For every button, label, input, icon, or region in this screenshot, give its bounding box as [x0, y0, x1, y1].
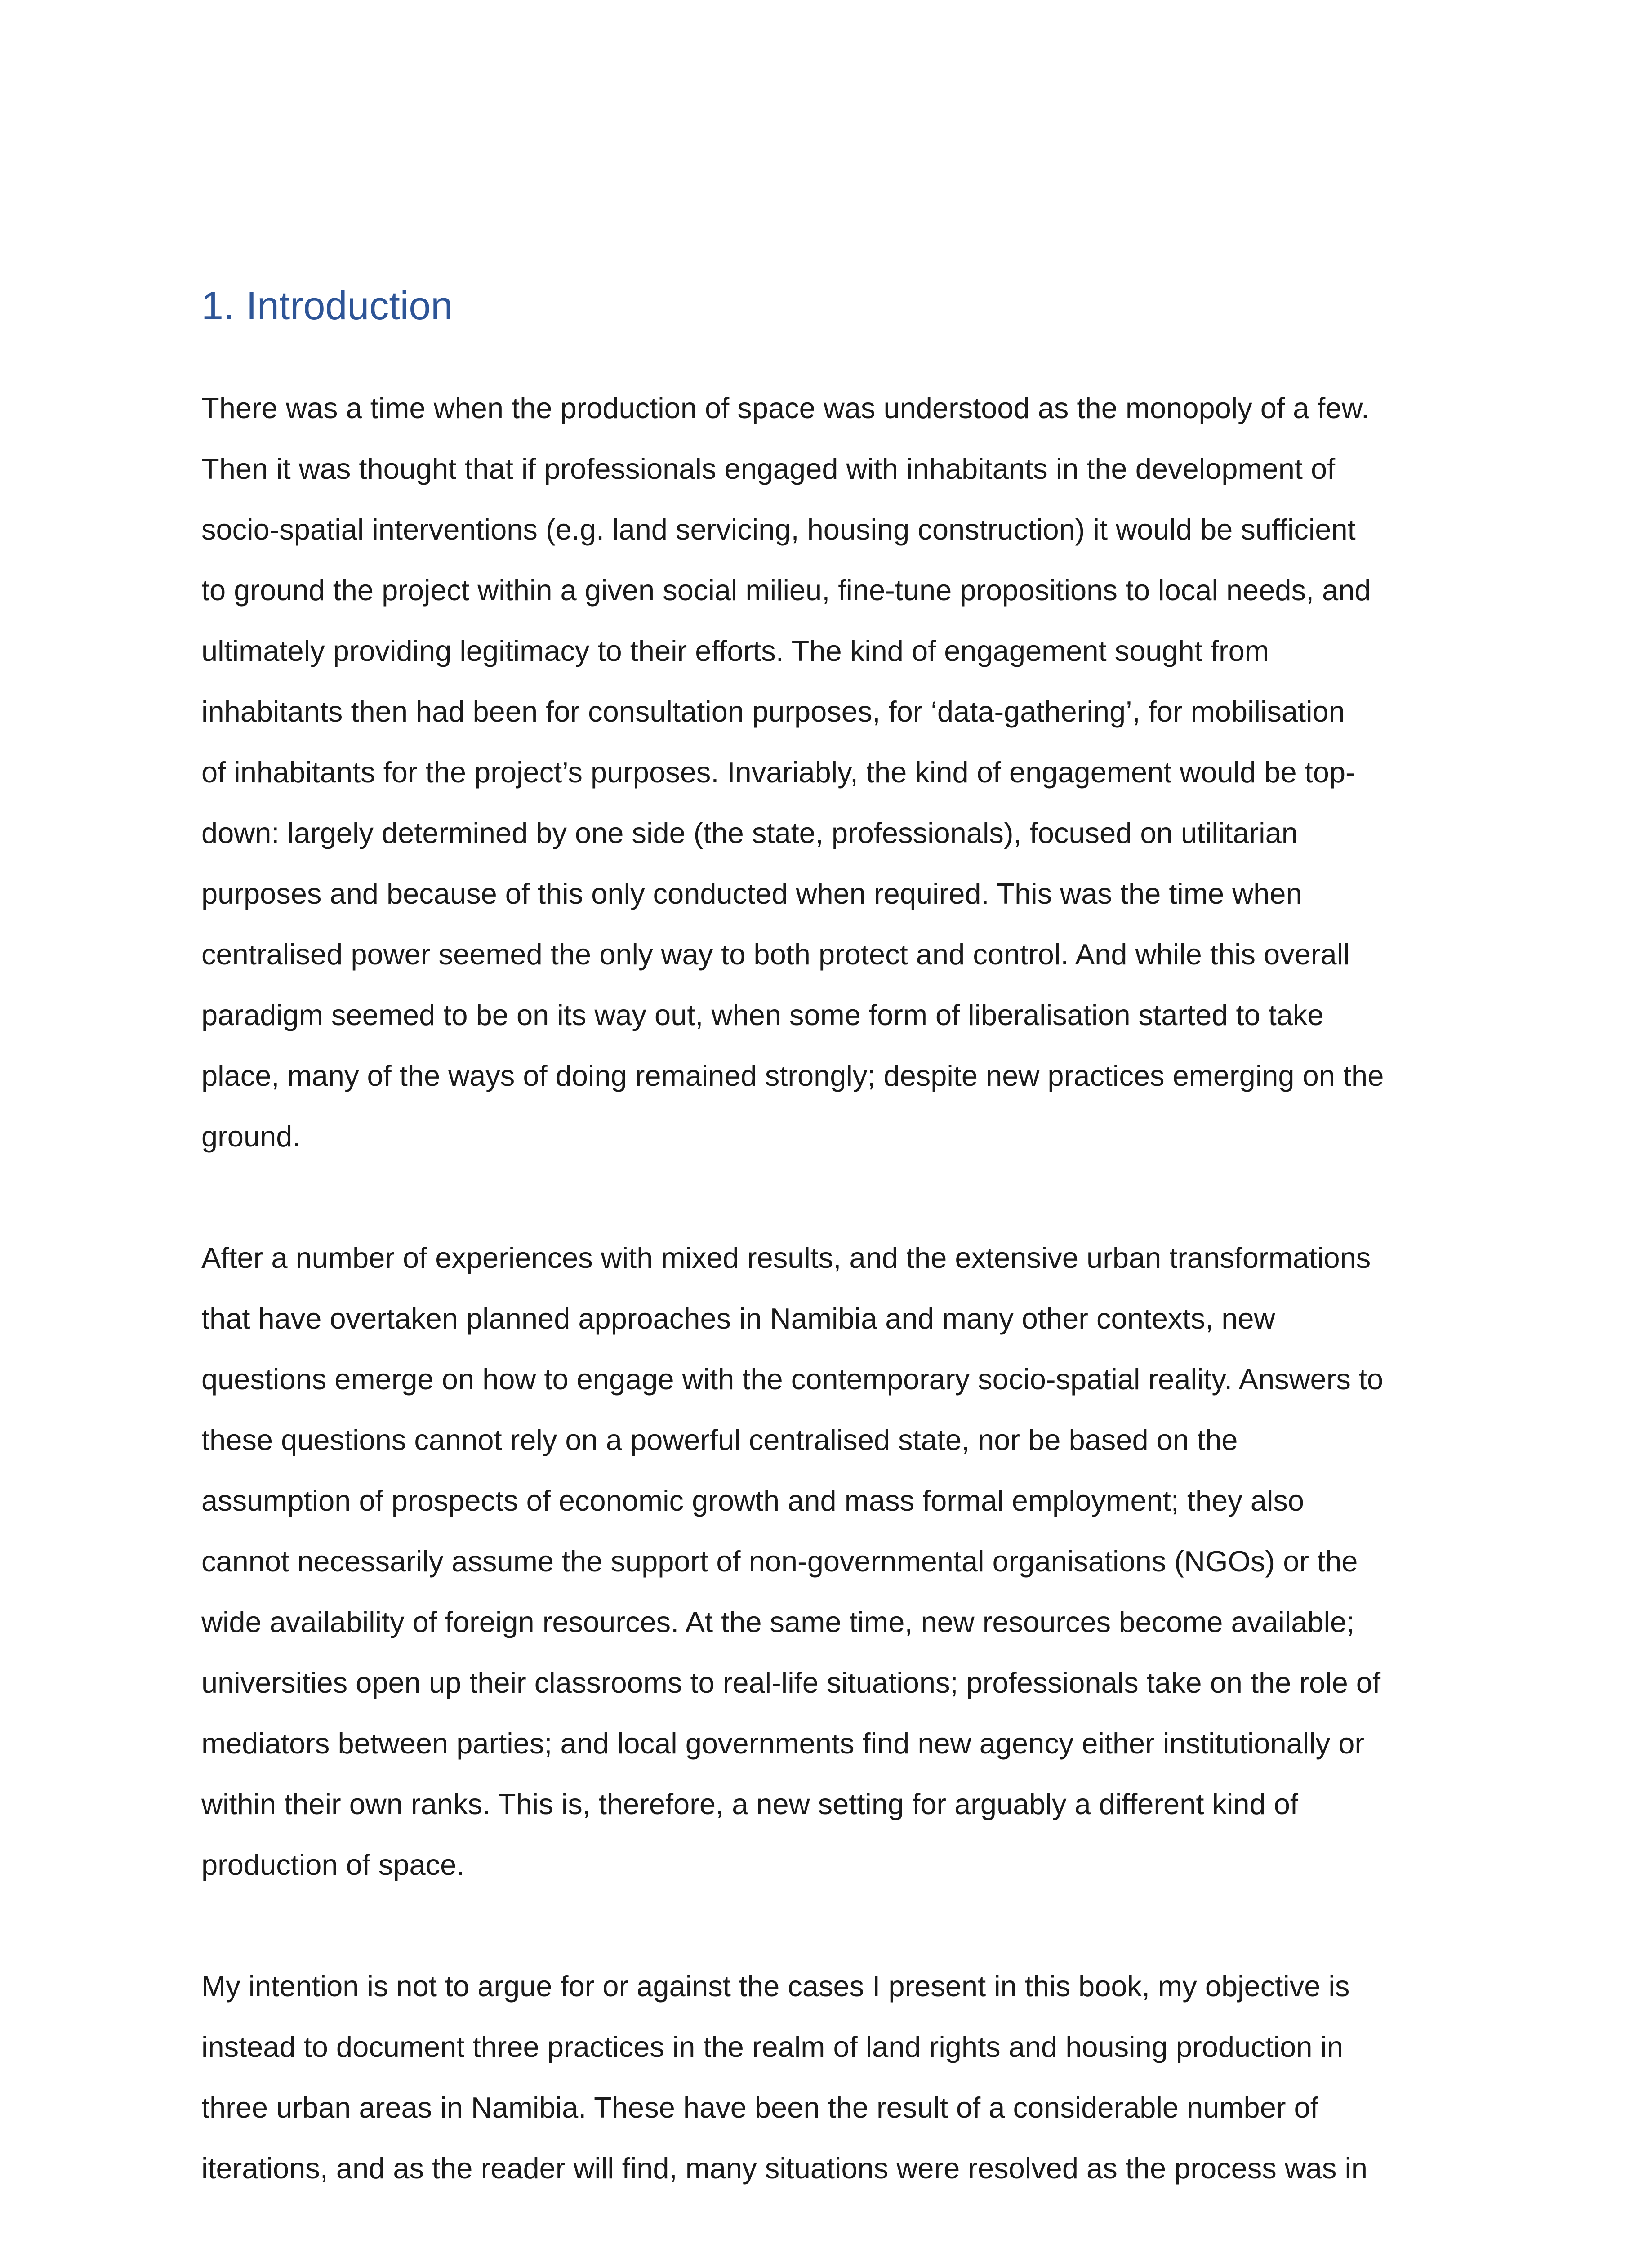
paragraph-3 — [201, 1956, 1460, 2199]
text-line: that have overtaken planned approaches in Namibia and many other contexts, new — [201, 1302, 1275, 1335]
text-line: ground. — [201, 1120, 301, 1153]
text-line: questions emerge on how to engage with the contemporary socio-spatial reality. Answers to — [201, 1363, 1384, 1396]
text-line: cannot necessarily assume the support of non-governmental organisations (NGOs) or the — [201, 1545, 1358, 1578]
text-line: assumption of prospects of economic growth and mass formal employment; they also — [201, 1484, 1305, 1517]
text-line: these questions cannot rely on a powerful centralised state, nor be based on the — [201, 1423, 1238, 1456]
text-line: three urban areas in Namibia. These have been the result of a considerable number of — [201, 2091, 1318, 2124]
text-line: of inhabitants for the project’s purposes. Invariably, the kind of engagement would be top- — [201, 756, 1355, 789]
text-line: within their own ranks. This is, therefore, a new setting for arguably a different kind of — [201, 1788, 1298, 1820]
text-line: My intention is not to argue for or against the cases I present in this book, my objective is — [201, 1970, 1350, 2003]
text-line: inhabitants then had been for consultation purposes, for ‘data-gathering’, for mobilisation — [201, 695, 1345, 728]
text-line: There was a time when the production of space was understood as the monopoly of a few. — [201, 392, 1369, 424]
text-line: to ground the project within a given social milieu, fine-tune propositions to local needs, and — [201, 574, 1371, 607]
section-heading — [201, 279, 453, 333]
text-line: wide availability of foreign resources. At the same time, new resources become available; — [201, 1606, 1355, 1638]
text-line: instead to document three practices in the realm of land rights and housing production in — [201, 2030, 1344, 2063]
text-line: iterations, and as the reader will find, many situations were resolved as the process was in — [201, 2152, 1368, 2185]
paragraph-1 — [201, 378, 1460, 1167]
body-text — [201, 378, 1460, 2248]
section-number: 1. — [201, 283, 235, 328]
text-line: centralised power seemed the only way to both protect and control. And while this overall — [201, 938, 1350, 971]
text-line: purposes and because of this only conducted when required. This was the time when — [201, 877, 1302, 910]
text-line: After a number of experiences with mixed results, and the extensive urban transformations — [201, 1241, 1371, 1274]
text-line: ultimately providing legitimacy to their efforts. The kind of engagement sought from — [201, 634, 1269, 667]
text-line: place, many of the ways of doing remained strongly; despite new practices emerging on the — [201, 1059, 1384, 1092]
text-line: mediators between parties; and local governments find new agency either institutionally or — [201, 1727, 1364, 1760]
text-line: down: largely determined by one side (the state, professionals), focused on utilitarian — [201, 816, 1298, 849]
text-line: Then it was thought that if professionals engaged with inhabitants in the development of — [201, 452, 1336, 485]
text-line: socio-spatial interventions (e.g. land servicing, housing construction) it would be sufficient — [201, 513, 1356, 546]
text-line: production of space. — [201, 1848, 465, 1881]
section-title: Introduction — [246, 283, 453, 328]
text-line: universities open up their classrooms to real-life situations; professionals take on the role of — [201, 1666, 1381, 1699]
text-line: paradigm seemed to be on its way out, when some form of liberalisation started to take — [201, 999, 1324, 1031]
paragraph-2 — [201, 1227, 1460, 1895]
